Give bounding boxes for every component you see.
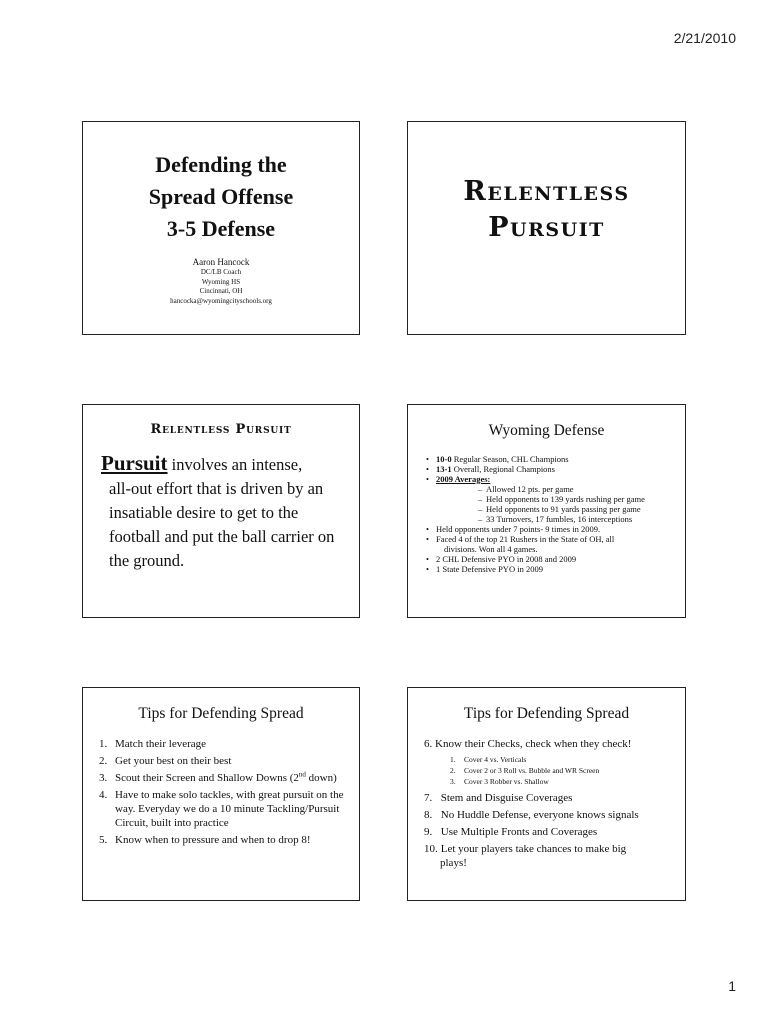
author-role: DC/LB Coach — [200, 268, 242, 276]
title-line: Spread Offense — [148, 184, 294, 209]
sub-list — [424, 754, 673, 787]
slide-tips-1 — [82, 687, 360, 901]
list-item: • 1 State Defensive PYO in 2009 — [426, 564, 675, 574]
title-line: Defending the — [155, 152, 287, 177]
list-item: • Faced 4 of the top 21 Rushers in the State of OH, all — [426, 534, 675, 544]
list-item: 4. Have to make solo tackles, with great pursuit on the way. Everyday we do a 10 minute Tackling/Pursuit Circuit, built into practice — [99, 789, 344, 829]
sub-item: 3. Cover 3 Robber vs. Shallow — [450, 777, 549, 786]
lead-word: Pursuit — [101, 451, 168, 475]
slide-heading: Tips for Defending Spread — [463, 705, 630, 722]
slide-heading: Tips for Defending Spread — [138, 705, 304, 722]
list-item: • Held opponents under 7 points- 9 times in 2009. — [426, 524, 675, 534]
slide-heading — [408, 174, 685, 246]
author-school: Wyoming HS — [201, 277, 241, 286]
sub-item: – 33 Turnovers, 17 fumbles, 16 interceptions — [426, 514, 675, 524]
author-city: Cincinnati, OH — [199, 287, 243, 295]
list-item: • 2 CHL Defensive PYO in 2008 and 2009 — [426, 554, 675, 564]
sub-item: – Allowed 12 pts. per game — [426, 484, 675, 494]
sub-item: 2. Cover 2 or 3 Roll vs. Bubble and WR Screen — [450, 766, 600, 775]
list-item: • 10-0 Regular Season, CHL Champions — [426, 454, 675, 464]
page-number: 1 — [728, 978, 736, 994]
page-date: 2/21/2010 — [673, 30, 736, 46]
slide-title-heading — [83, 149, 359, 245]
list-item: • 13-1 Overall, Regional Champions — [426, 464, 675, 474]
lead-text: involves an intense, — [167, 455, 303, 474]
stats-list — [408, 454, 685, 574]
slide-heading: Wyoming Defense — [488, 422, 605, 439]
list-item: 6. Know their Checks, check when they check! — [424, 738, 632, 750]
title-line: 3-5 Defense — [166, 216, 276, 241]
list-item: 1. Match their leverage — [99, 738, 207, 750]
slide-tips-2 — [407, 687, 686, 901]
slide-relentless-pursuit — [407, 121, 686, 335]
title-line: Pursuit — [488, 212, 605, 243]
list-item: • 2009 Averages: — [426, 474, 675, 484]
title-line: Relentless — [463, 176, 630, 207]
sub-item: – Held opponents to 139 yards rushing per game — [426, 494, 675, 504]
slide-wyoming-defense — [407, 404, 686, 618]
author-name: Aaron Hancock — [192, 257, 250, 267]
sub-item: – Held opponents to 91 yards passing per game — [426, 504, 675, 514]
tips-list — [83, 737, 359, 847]
sub-item: 1. Cover 4 vs. Verticals — [450, 755, 527, 764]
definition-rest: all-out effort that is driven by an insatiable desire to get to the football and put the ball carrier on the ground. — [109, 479, 335, 570]
slide-heading: Relentless Pursuit — [150, 422, 292, 437]
slide-pursuit-definition — [82, 404, 360, 618]
list-item-continuation: divisions. Won all 4 games. — [444, 544, 538, 554]
definition-text — [83, 437, 359, 573]
tips-list — [408, 737, 685, 870]
list-item: 7. Stem and Disguise Coverages — [424, 792, 573, 804]
list-item: 8. No Huddle Defense, everyone knows signals — [424, 809, 639, 821]
list-item: 5. Know when to pressure and when to drop 8! — [99, 834, 311, 846]
list-item: 10. Let your players take chances to make big plays! — [424, 843, 627, 869]
list-item: 3. Scout their Screen and Shallow Downs (2nd down) — [99, 770, 337, 784]
list-item: 2. Get your best on their best — [99, 755, 232, 767]
author-email: hancocka@wyomingcityschools.org — [170, 296, 272, 305]
slide-title — [82, 121, 360, 335]
list-item: 9. Use Multiple Fronts and Coverages — [424, 826, 598, 838]
